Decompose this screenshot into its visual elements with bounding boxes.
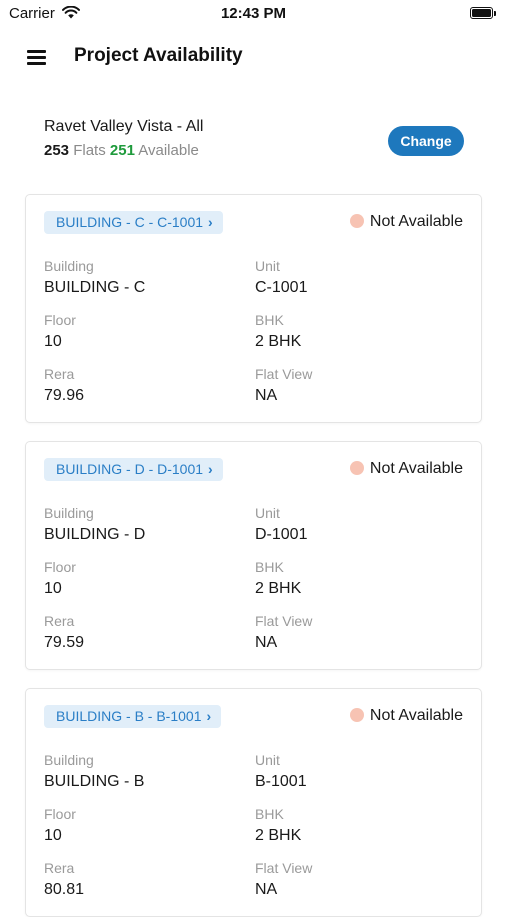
field-unit xyxy=(255,752,307,792)
flat-view-label: Flat View xyxy=(255,613,313,629)
field-bhk xyxy=(255,312,301,352)
chevron-right-icon: › xyxy=(208,214,213,230)
bhk-value: 2 BHK xyxy=(255,827,302,844)
field-unit xyxy=(255,505,307,545)
flat-view-label: Flat View xyxy=(255,860,313,876)
total-flats-label: Flats xyxy=(73,142,106,159)
field-rera xyxy=(44,366,84,406)
field-rera xyxy=(44,860,84,900)
field-building xyxy=(44,258,145,298)
rera-value: 80.81 xyxy=(44,881,85,898)
building-label: Building xyxy=(44,752,94,768)
status-bar xyxy=(0,0,507,28)
unit-card[interactable] xyxy=(25,688,482,917)
floor-value: 10 xyxy=(44,580,62,597)
flat-view-value: NA xyxy=(255,387,278,404)
floor-value: 10 xyxy=(44,827,62,844)
project-summary xyxy=(44,118,474,168)
unit-chip-label: BUILDING - D - D-1001 xyxy=(56,461,204,477)
unit-chip[interactable] xyxy=(44,211,223,234)
unit-chip[interactable] xyxy=(44,705,221,728)
change-button[interactable]: Change xyxy=(388,126,464,156)
unit-value: C-1001 xyxy=(255,279,308,296)
total-flats-count: 253 xyxy=(44,142,70,159)
hamburger-menu-icon[interactable] xyxy=(24,46,50,68)
field-flat-view xyxy=(255,366,312,406)
field-flat-view xyxy=(255,860,312,900)
status-dot-icon xyxy=(350,214,364,228)
unit-label: Unit xyxy=(255,258,280,274)
rera-label: Rera xyxy=(44,366,75,382)
bhk-value: 2 BHK xyxy=(255,333,302,350)
building-label: Building xyxy=(44,505,94,521)
chevron-right-icon: › xyxy=(206,708,212,724)
status-badge xyxy=(350,213,463,231)
bhk-value: 2 BHK xyxy=(255,580,302,597)
rera-label: Rera xyxy=(44,860,75,876)
rera-value: 79.96 xyxy=(44,387,85,404)
bhk-label: BHK xyxy=(255,806,284,822)
unit-chip-label: BUILDING - B - B-1001 xyxy=(56,708,202,724)
field-bhk xyxy=(255,559,301,599)
project-counts xyxy=(44,142,199,159)
available-label: Available xyxy=(138,142,199,159)
bhk-label: BHK xyxy=(255,312,284,328)
rera-value: 79.59 xyxy=(44,634,85,651)
building-label: Building xyxy=(44,258,94,274)
field-floor xyxy=(44,312,76,352)
clock: 12:43 PM xyxy=(220,5,287,22)
unit-card[interactable] xyxy=(25,194,482,423)
field-floor xyxy=(44,806,76,846)
nav-bar xyxy=(0,30,507,82)
status-label: Not Available xyxy=(369,707,463,724)
floor-label: Floor xyxy=(44,312,76,328)
floor-label: Floor xyxy=(44,806,76,822)
field-flat-view xyxy=(255,613,312,653)
unit-chip[interactable] xyxy=(44,458,223,481)
status-dot-icon xyxy=(350,708,364,722)
chevron-right-icon: › xyxy=(208,461,213,477)
status-label: Not Available xyxy=(369,213,463,230)
field-rera xyxy=(44,613,84,653)
rera-label: Rera xyxy=(44,613,75,629)
building-value: BUILDING - D xyxy=(44,526,146,543)
carrier-name: Carrier xyxy=(9,5,55,22)
bhk-label: BHK xyxy=(255,559,284,575)
field-bhk xyxy=(255,806,301,846)
field-building xyxy=(44,505,145,545)
unit-card[interactable] xyxy=(25,441,482,670)
flat-view-label: Flat View xyxy=(255,366,313,382)
unit-value: D-1001 xyxy=(255,526,308,543)
battery-icon xyxy=(470,7,497,19)
flat-view-value: NA xyxy=(255,634,278,651)
building-value: BUILDING - B xyxy=(44,773,145,790)
field-floor xyxy=(44,559,76,599)
field-building xyxy=(44,752,144,792)
unit-chip-label: BUILDING - C - C-1001 xyxy=(56,214,204,230)
status-badge xyxy=(350,707,463,725)
floor-value: 10 xyxy=(44,333,62,350)
unit-value: B-1001 xyxy=(255,773,307,790)
status-badge xyxy=(350,460,463,478)
floor-label: Floor xyxy=(44,559,76,575)
field-unit xyxy=(255,258,307,298)
available-count: 251 xyxy=(109,142,135,159)
unit-label: Unit xyxy=(255,752,280,768)
status-dot-icon xyxy=(350,461,364,475)
status-label: Not Available xyxy=(369,460,463,477)
unit-label: Unit xyxy=(255,505,280,521)
flat-view-value: NA xyxy=(255,881,278,898)
building-value: BUILDING - C xyxy=(44,279,146,296)
page-title: Project Availability xyxy=(74,45,243,66)
project-name: Ravet Valley Vista - All xyxy=(44,118,204,135)
